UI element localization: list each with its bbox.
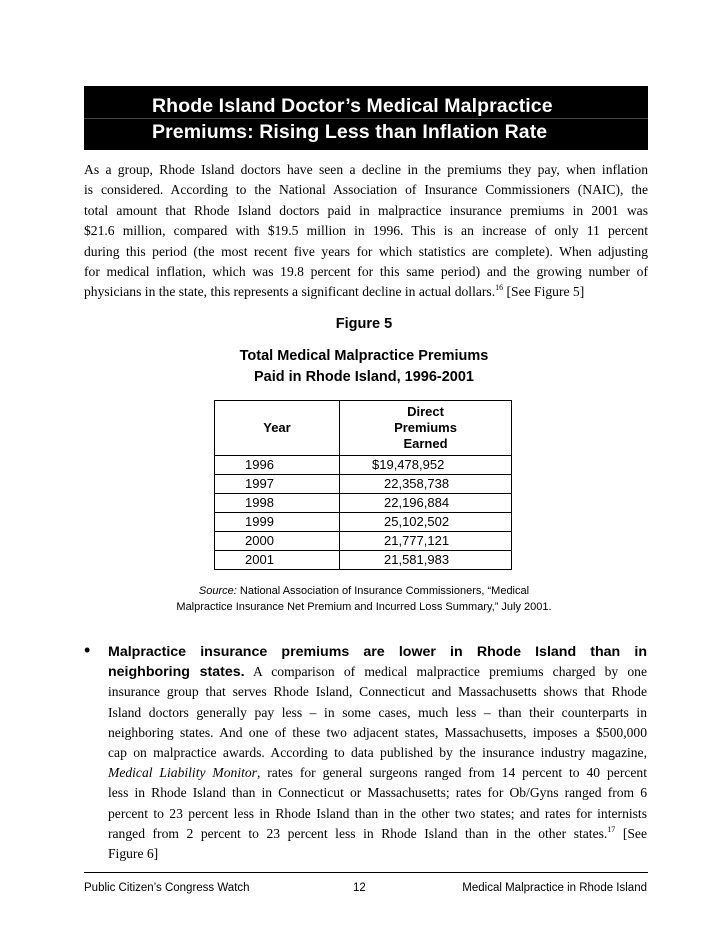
- year-cell: 1998: [215, 494, 340, 513]
- bullet-line-text: , rates for general surgeons ranged from 14 percent to 40 percent: [256, 765, 647, 781]
- bullet-line: percent to 23 percent less in Rhode Island than in the other two states; and rates for internists: [108, 805, 647, 821]
- premium-value: 22,358,738: [384, 476, 450, 491]
- premium-cell: [340, 513, 512, 532]
- table-row: [215, 494, 512, 513]
- bullet-line: [108, 824, 647, 844]
- bullet-icon: •: [84, 640, 91, 660]
- table-row: [215, 475, 512, 494]
- bullet-line: [108, 763, 647, 783]
- premium-cell: $19,478,952: [340, 456, 512, 475]
- bullet-final-line: Figure 6]: [108, 846, 159, 862]
- magazine-title: Medical Liability Monitor: [108, 765, 257, 781]
- source-note-line-2: Malpractice Insurance Net Premium and Incurred Loss Summary,” July 2001.: [176, 601, 552, 613]
- premium-value: 21,581,983: [384, 552, 450, 567]
- table-row: [215, 551, 512, 570]
- intro-last-line: [84, 282, 648, 302]
- footnote-ref-16: 16: [495, 283, 504, 293]
- intro-line: is considered. According to the National Association of Insurance Commissioners (NAIC), the: [84, 182, 648, 198]
- intro-line: As a group, Rhode Island doctors have seen a decline in the premiums they pay, when inflation: [84, 162, 648, 177]
- title-line-1: Rhode Island Doctor’s Medical Malpractice: [152, 95, 553, 117]
- intro-line: $21.6 million, compared with $19.5 million in 1996. This is an increase of only 11 percent: [84, 223, 648, 239]
- footer-divider: [84, 872, 648, 873]
- source-note-line-1: [0, 583, 728, 600]
- bullet-line-text: [See: [615, 825, 647, 841]
- premium-value: 25,102,502: [384, 514, 450, 529]
- figure-label: Figure 5: [335, 316, 393, 332]
- title-line-2: Premiums: Rising Less than Inflation Rate: [152, 121, 548, 143]
- intro-last-text: physicians in the state, this represents a significant decline in actual dollars.: [84, 284, 496, 300]
- title-divider: [84, 118, 648, 119]
- intro-line: for medical inflation, which was 19.8 percent for this same period) and the growing number of: [84, 264, 648, 280]
- table-row: [215, 513, 512, 532]
- figure-reference: [See Figure 5]: [503, 284, 585, 300]
- year-cell: 2001: [215, 551, 340, 570]
- page-number: 12: [353, 882, 366, 894]
- premium-cell: [340, 532, 512, 551]
- premium-cell: [340, 475, 512, 494]
- year-cell: 1996: [215, 456, 340, 475]
- bullet-line: cap on malpractice awards. According to data published by the insurance industry magazine,: [108, 745, 647, 761]
- premiums-header-line-2: Premiums: [394, 420, 457, 435]
- table-row: [215, 532, 512, 551]
- premium-cell: [340, 494, 512, 513]
- bullet-line: neighboring states. And one of these two adjacent states, Massachusetts, imposes a $500,000: [108, 724, 647, 740]
- bullet-lead-line: Malpractice insurance premiums are lower in Rhode Island than in: [108, 644, 647, 660]
- footer-report-title: Medical Malpractice in Rhode Island: [462, 882, 647, 894]
- premium-cell: [340, 551, 512, 570]
- premiums-header-line-1: Direct: [407, 404, 444, 419]
- figure-title-line-2: Paid in Rhode Island, 1996-2001: [254, 369, 474, 385]
- intro-line: during this period (the most recent five years for which statistics are complete). When adjusting: [84, 243, 648, 259]
- year-cell: 2000: [215, 532, 340, 551]
- bullet-line-text: A comparison of medical malpractice premiums charged by one: [244, 664, 647, 680]
- footnote-ref-17: 17: [607, 824, 616, 834]
- bullet-line: [108, 662, 647, 682]
- year-cell: 1997: [215, 475, 340, 494]
- bullet-paragraph: [108, 642, 647, 864]
- table-row: [215, 456, 512, 475]
- bullet-line: less in Rhode Island than in Connecticut or Massachusetts; rates for Ob/Gyns ranged from 6: [108, 785, 647, 801]
- footer-publisher: Public Citizen’s Congress Watch: [84, 882, 250, 894]
- figure-title-line-1: Total Medical Malpractice Premiums: [239, 348, 489, 364]
- bullet-lead-end: neighboring states.: [108, 664, 245, 681]
- table-header-row: [215, 401, 512, 456]
- intro-line: total amount that Rhode Island doctors paid in malpractice insurance premiums in 2001 was: [84, 202, 648, 218]
- premiums-column-header: [340, 401, 512, 456]
- intro-paragraph: [84, 160, 648, 303]
- premiums-table: [214, 400, 512, 570]
- source-text: National Association of Insurance Commissioners, “Medical: [236, 585, 530, 597]
- source-label: Source:: [198, 585, 237, 597]
- year-cell: 1999: [215, 513, 340, 532]
- bullet-line: Island doctors generally pay less – in some cases, much less – than their counterparts in: [108, 704, 647, 720]
- premium-value: 21,777,121: [384, 533, 450, 548]
- bullet-line-text: ranged from 2 percent to 23 percent less in Rhode Island than in the other states.: [108, 825, 608, 841]
- bullet-line: insurance group that serves Rhode Island, Connecticut and Massachusetts shows that Rhode: [108, 684, 647, 700]
- year-column-header: Year: [215, 401, 340, 456]
- premiums-header-line-3: Earned: [403, 436, 448, 451]
- premium-value: 22,196,884: [384, 495, 450, 510]
